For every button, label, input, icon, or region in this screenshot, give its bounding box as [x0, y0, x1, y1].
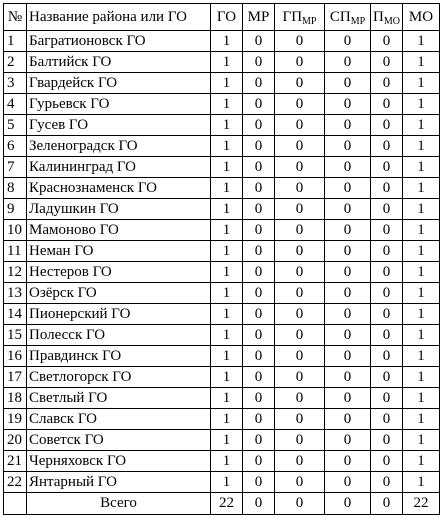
row-mr: 0 — [243, 346, 275, 367]
row-go: 1 — [211, 304, 243, 325]
table-row — [4, 199, 440, 220]
row-p-mo: 0 — [371, 367, 403, 388]
row-mr: 0 — [243, 31, 275, 52]
table-row — [4, 136, 440, 157]
row-mo: 1 — [403, 388, 440, 409]
row-sp-mr: 0 — [325, 136, 371, 157]
row-mr: 0 — [243, 304, 275, 325]
row-name: Светлогорск ГО — [27, 367, 211, 388]
row-gp-mr: 0 — [275, 241, 325, 262]
row-num: 16 — [4, 346, 27, 367]
table-row — [4, 115, 440, 136]
row-mo: 1 — [403, 241, 440, 262]
row-name: Зеленоградск ГО — [27, 136, 211, 157]
row-num: 20 — [4, 430, 27, 451]
table-row — [4, 157, 440, 178]
row-name: Краснознаменск ГО — [27, 178, 211, 199]
row-p-mo: 0 — [371, 346, 403, 367]
row-go: 1 — [211, 388, 243, 409]
row-mo: 1 — [403, 304, 440, 325]
row-p-mo: 0 — [371, 136, 403, 157]
row-p-mo: 0 — [371, 262, 403, 283]
row-p-mo: 0 — [371, 409, 403, 430]
row-p-mo: 0 — [371, 199, 403, 220]
row-num: 18 — [4, 388, 27, 409]
row-mo: 1 — [403, 472, 440, 493]
row-go: 1 — [211, 73, 243, 94]
row-go: 1 — [211, 283, 243, 304]
row-sp-mr: 0 — [325, 367, 371, 388]
row-go: 1 — [211, 157, 243, 178]
row-num: 4 — [4, 94, 27, 115]
row-mr: 0 — [243, 367, 275, 388]
row-num: 10 — [4, 220, 27, 241]
table-row — [4, 367, 440, 388]
row-mo: 1 — [403, 220, 440, 241]
row-gp-mr: 0 — [275, 388, 325, 409]
row-go: 1 — [211, 94, 243, 115]
row-sp-mr: 0 — [325, 31, 371, 52]
row-gp-mr: 0 — [275, 73, 325, 94]
row-sp-mr: 0 — [325, 178, 371, 199]
row-go: 1 — [211, 325, 243, 346]
row-go: 1 — [211, 430, 243, 451]
total-gp: 0 — [275, 493, 325, 515]
row-mr: 0 — [243, 388, 275, 409]
row-sp-mr: 0 — [325, 409, 371, 430]
row-name: Мамоново ГО — [27, 220, 211, 241]
table-row — [4, 52, 440, 73]
row-gp-mr: 0 — [275, 262, 325, 283]
row-gp-mr: 0 — [275, 346, 325, 367]
table-row — [4, 178, 440, 199]
table-body — [4, 31, 440, 493]
row-mr: 0 — [243, 73, 275, 94]
row-name: Неман ГО — [27, 241, 211, 262]
row-gp-mr: 0 — [275, 52, 325, 73]
table-row — [4, 304, 440, 325]
header-go: ГО — [211, 4, 243, 31]
row-go: 1 — [211, 409, 243, 430]
row-mr: 0 — [243, 136, 275, 157]
row-gp-mr: 0 — [275, 283, 325, 304]
row-mo: 1 — [403, 367, 440, 388]
row-go: 1 — [211, 367, 243, 388]
row-name: Гусев ГО — [27, 115, 211, 136]
header-name: Название района или ГО — [27, 4, 211, 31]
row-num: 6 — [4, 136, 27, 157]
row-mo: 1 — [403, 451, 440, 472]
row-num: 13 — [4, 283, 27, 304]
row-go: 1 — [211, 346, 243, 367]
row-gp-mr: 0 — [275, 304, 325, 325]
row-gp-mr: 0 — [275, 115, 325, 136]
row-mr: 0 — [243, 241, 275, 262]
row-num: 19 — [4, 409, 27, 430]
row-gp-mr: 0 — [275, 31, 325, 52]
row-mo: 1 — [403, 178, 440, 199]
header-gp-sub: МР — [302, 16, 317, 27]
row-gp-mr: 0 — [275, 94, 325, 115]
table-row — [4, 262, 440, 283]
table-header — [4, 4, 440, 31]
row-p-mo: 0 — [371, 31, 403, 52]
row-mo: 1 — [403, 346, 440, 367]
row-sp-mr: 0 — [325, 199, 371, 220]
row-mr: 0 — [243, 430, 275, 451]
row-go: 1 — [211, 178, 243, 199]
table-row — [4, 31, 440, 52]
row-name: Гурьевск ГО — [27, 94, 211, 115]
row-p-mo: 0 — [371, 115, 403, 136]
row-mr: 0 — [243, 283, 275, 304]
table-row — [4, 388, 440, 409]
row-name: Черняховск ГО — [27, 451, 211, 472]
total-mr: 0 — [243, 493, 275, 515]
row-go: 1 — [211, 262, 243, 283]
row-gp-mr: 0 — [275, 136, 325, 157]
row-num: 12 — [4, 262, 27, 283]
row-go: 1 — [211, 115, 243, 136]
row-num: 5 — [4, 115, 27, 136]
table-row — [4, 472, 440, 493]
row-go: 1 — [211, 31, 243, 52]
total-mo: 22 — [403, 493, 440, 515]
row-sp-mr: 0 — [325, 325, 371, 346]
row-p-mo: 0 — [371, 157, 403, 178]
header-sp-mr — [325, 4, 371, 31]
row-mr: 0 — [243, 94, 275, 115]
row-mo: 1 — [403, 199, 440, 220]
row-mo: 1 — [403, 73, 440, 94]
row-num: 21 — [4, 451, 27, 472]
table-row — [4, 283, 440, 304]
row-p-mo: 0 — [371, 241, 403, 262]
row-p-mo: 0 — [371, 388, 403, 409]
header-sp-main: СП — [329, 9, 351, 25]
row-num: 17 — [4, 367, 27, 388]
row-gp-mr: 0 — [275, 472, 325, 493]
row-name: Нестеров ГО — [27, 262, 211, 283]
row-sp-mr: 0 — [325, 262, 371, 283]
row-sp-mr: 0 — [325, 304, 371, 325]
row-sp-mr: 0 — [325, 241, 371, 262]
row-mr: 0 — [243, 409, 275, 430]
row-mo: 1 — [403, 115, 440, 136]
row-mr: 0 — [243, 220, 275, 241]
header-p-main: П — [373, 9, 384, 25]
row-sp-mr: 0 — [325, 115, 371, 136]
total-go: 22 — [211, 493, 243, 515]
row-mo: 1 — [403, 262, 440, 283]
row-gp-mr: 0 — [275, 199, 325, 220]
row-name: Балтийск ГО — [27, 52, 211, 73]
total-sp: 0 — [325, 493, 371, 515]
header-gp-mr — [275, 4, 325, 31]
row-num: 8 — [4, 178, 27, 199]
row-name: Озёрск ГО — [27, 283, 211, 304]
row-sp-mr: 0 — [325, 94, 371, 115]
row-gp-mr: 0 — [275, 220, 325, 241]
row-num: 22 — [4, 472, 27, 493]
header-mr: МР — [243, 4, 275, 31]
total-row — [4, 493, 440, 515]
table-row — [4, 430, 440, 451]
row-p-mo: 0 — [371, 283, 403, 304]
row-sp-mr: 0 — [325, 157, 371, 178]
row-p-mo: 0 — [371, 178, 403, 199]
header-num: № — [4, 4, 27, 31]
row-gp-mr: 0 — [275, 157, 325, 178]
row-sp-mr: 0 — [325, 283, 371, 304]
row-sp-mr: 0 — [325, 430, 371, 451]
row-go: 1 — [211, 241, 243, 262]
header-p-mo — [371, 4, 403, 31]
row-name: Калининград ГО — [27, 157, 211, 178]
table-row — [4, 241, 440, 262]
row-gp-mr: 0 — [275, 178, 325, 199]
row-p-mo: 0 — [371, 52, 403, 73]
header-sp-sub: МР — [350, 16, 366, 27]
row-mr: 0 — [243, 325, 275, 346]
row-gp-mr: 0 — [275, 325, 325, 346]
header-mo: МО — [403, 4, 440, 31]
row-name: Гвардейск ГО — [27, 73, 211, 94]
row-go: 1 — [211, 199, 243, 220]
row-gp-mr: 0 — [275, 367, 325, 388]
row-go: 1 — [211, 136, 243, 157]
table-row — [4, 220, 440, 241]
row-mr: 0 — [243, 199, 275, 220]
row-name: Правдинск ГО — [27, 346, 211, 367]
row-name: Багратионовск ГО — [27, 31, 211, 52]
row-mr: 0 — [243, 115, 275, 136]
row-mo: 1 — [403, 409, 440, 430]
header-row — [4, 4, 440, 31]
row-sp-mr: 0 — [325, 472, 371, 493]
row-mo: 1 — [403, 52, 440, 73]
row-num: 9 — [4, 199, 27, 220]
row-sp-mr: 0 — [325, 346, 371, 367]
row-sp-mr: 0 — [325, 73, 371, 94]
row-p-mo: 0 — [371, 472, 403, 493]
row-p-mo: 0 — [371, 73, 403, 94]
table-row — [4, 409, 440, 430]
row-num: 14 — [4, 304, 27, 325]
table-row — [4, 73, 440, 94]
municipalities-table — [3, 3, 440, 515]
row-go: 1 — [211, 451, 243, 472]
municipalities-table-container — [3, 3, 439, 515]
total-label: Всего — [27, 493, 211, 515]
total-num-cell — [4, 493, 27, 515]
row-gp-mr: 0 — [275, 451, 325, 472]
row-name: Пионерский ГО — [27, 304, 211, 325]
row-mr: 0 — [243, 472, 275, 493]
row-mo: 1 — [403, 157, 440, 178]
row-sp-mr: 0 — [325, 388, 371, 409]
row-mr: 0 — [243, 52, 275, 73]
table-footer — [4, 493, 440, 515]
row-name: Полесск ГО — [27, 325, 211, 346]
row-name: Ладушкин ГО — [27, 199, 211, 220]
row-p-mo: 0 — [371, 220, 403, 241]
table-row — [4, 346, 440, 367]
row-mo: 1 — [403, 31, 440, 52]
row-sp-mr: 0 — [325, 220, 371, 241]
row-num: 1 — [4, 31, 27, 52]
row-mr: 0 — [243, 451, 275, 472]
row-mr: 0 — [243, 157, 275, 178]
row-p-mo: 0 — [371, 430, 403, 451]
row-name: Янтарный ГО — [27, 472, 211, 493]
header-gp-main: ГП — [282, 9, 303, 25]
row-mr: 0 — [243, 178, 275, 199]
row-num: 11 — [4, 241, 27, 262]
row-name: Светлый ГО — [27, 388, 211, 409]
total-p: 0 — [371, 493, 403, 515]
row-mo: 1 — [403, 283, 440, 304]
row-p-mo: 0 — [371, 304, 403, 325]
row-mr: 0 — [243, 262, 275, 283]
row-sp-mr: 0 — [325, 451, 371, 472]
row-p-mo: 0 — [371, 325, 403, 346]
row-p-mo: 0 — [371, 94, 403, 115]
row-gp-mr: 0 — [275, 430, 325, 451]
row-gp-mr: 0 — [275, 409, 325, 430]
row-num: 7 — [4, 157, 27, 178]
row-name: Славск ГО — [27, 409, 211, 430]
table-row — [4, 325, 440, 346]
row-num: 15 — [4, 325, 27, 346]
row-go: 1 — [211, 472, 243, 493]
row-mo: 1 — [403, 94, 440, 115]
row-mo: 1 — [403, 325, 440, 346]
row-num: 3 — [4, 73, 27, 94]
table-row — [4, 451, 440, 472]
row-name: Советск ГО — [27, 430, 211, 451]
table-row — [4, 94, 440, 115]
row-sp-mr: 0 — [325, 52, 371, 73]
row-mo: 1 — [403, 430, 440, 451]
row-go: 1 — [211, 220, 243, 241]
row-mo: 1 — [403, 136, 440, 157]
row-go: 1 — [211, 52, 243, 73]
header-p-sub: МО — [383, 16, 400, 27]
row-p-mo: 0 — [371, 451, 403, 472]
row-num: 2 — [4, 52, 27, 73]
